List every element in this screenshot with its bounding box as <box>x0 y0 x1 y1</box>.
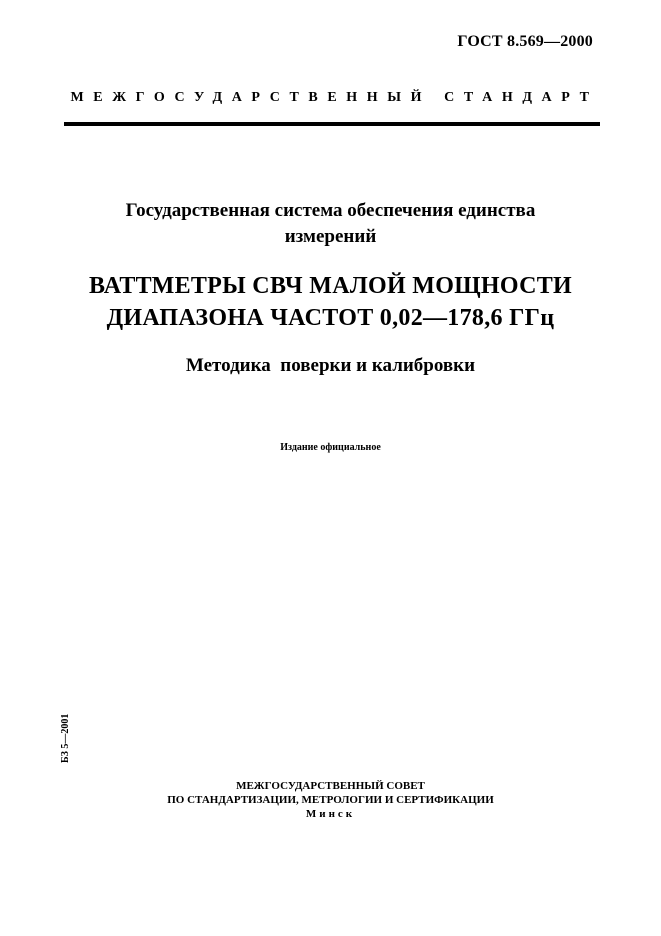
publisher-city: Минск <box>305 808 356 820</box>
subtitle: Методика поверки и калибровки <box>185 355 476 376</box>
system-title-line-1: Государственная система обеспечения единства <box>125 200 536 221</box>
publisher-line-1: МЕЖГОСУДАРСТВЕННЫЙ СОВЕТ <box>236 780 425 792</box>
publisher-line-2: ПО СТАНДАРТИЗАЦИИ, МЕТРОЛОГИИ И СЕРТИФИКАЦИИ <box>167 794 494 806</box>
side-catalog-code: БЗ 5—2001 <box>60 713 71 763</box>
publisher-block <box>0 779 661 821</box>
system-title <box>0 198 661 250</box>
interstate-standard-label: МЕЖГОСУДАРСТВЕННЫЙ СТАНДАРТ <box>70 90 599 105</box>
edition-label: Издание официальное <box>280 442 381 453</box>
main-title <box>0 270 661 334</box>
system-title-line-2: измерений <box>284 226 377 247</box>
main-title-line-2: ДИАПАЗОНА ЧАСТОТ 0,02—178,6 ГГц <box>106 305 555 331</box>
main-title-line-1: ВАТТМЕТРЫ СВЧ МАЛОЙ МОЩНОСТИ <box>89 273 572 299</box>
document-code: ГОСТ 8.569—2000 <box>457 33 593 50</box>
header-divider <box>64 122 600 126</box>
